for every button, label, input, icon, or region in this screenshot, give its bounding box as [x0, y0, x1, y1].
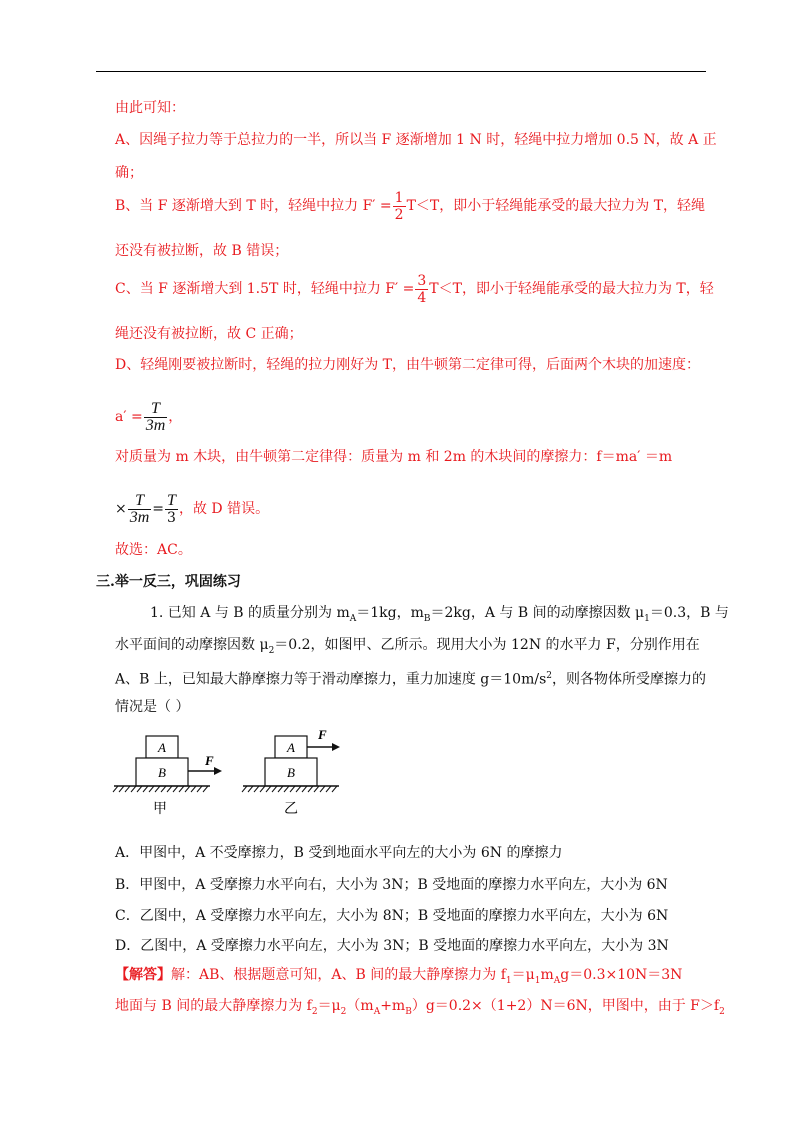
- solution-b-post: T＜T，即小于轻绳能承受的最大拉力为 T，轻绳: [406, 198, 706, 214]
- answer-line2: 地面与 B 间的最大静摩擦力为 $f_2=\mu_2(m_A+m_B)g=0.2\times(1+2)N=6N$，甲图中，由于 $F>f_2$: [115, 998, 725, 1017]
- a-prime-comma: ，: [168, 409, 183, 425]
- solution-c-post: T＜T，即小于轻绳能承受的最大拉力为 T，轻: [429, 281, 714, 297]
- times-sign: ×: [115, 501, 127, 517]
- answer-tag: 【解答】: [115, 967, 171, 983]
- section-heading: 三.举一反三，巩固练习: [96, 574, 241, 590]
- friction-formula: [115, 489, 269, 529]
- option-a: A．甲图中，A 不受摩擦力，B 受到地面水平向左的大小为 6N 的摩擦力: [115, 845, 563, 861]
- fraction-numerator: T: [128, 493, 152, 510]
- solution-c-line1: [115, 272, 714, 306]
- solution-intro: 由此可知：: [115, 100, 185, 116]
- question-line3: A、B 上，已知最大静摩擦力等于滑动摩擦力，重力加速度 $g=10m/s^2$，则各物体所受摩擦力的: [115, 671, 706, 688]
- diagram-yi: [242, 728, 340, 817]
- option-d: D．乙图中，A 受摩擦力水平向左，大小为 3N；B 受地面的摩擦力水平向左，大小为 3N: [115, 938, 669, 954]
- solution-b-line2: 还没有被拉断，故 B 错误；: [115, 243, 289, 259]
- friction-conclusion: ，故 D 错误。: [178, 501, 270, 517]
- solution-answer: 故选：AC。: [115, 542, 192, 558]
- question-line1: 1. 已知 A 与 B 的质量分别为 $m_A=1kg$，$m_B=2kg$，A 与 B 间的动摩擦因数 $\mu_1=0.3$，B 与: [150, 605, 729, 624]
- fraction-numerator: T: [165, 493, 178, 510]
- arrowhead-jia: [214, 767, 222, 775]
- solution-c-pre: C、当 F 逐渐增大到 1.5T 时，轻绳中拉力 F′ =: [115, 281, 415, 297]
- fraction-one-half: [393, 190, 406, 223]
- fraction-t-over-3m: [144, 401, 168, 434]
- ground-hatch-jia: [113, 786, 208, 792]
- option-b: B．甲图中，A 受摩擦力水平向右，大小为 3N；B 受地面的摩擦力水平向左，大小为 6N: [115, 877, 668, 893]
- fraction-denominator: 3m: [145, 416, 166, 434]
- fraction-t-over-3m-2: [128, 493, 152, 526]
- arrowhead-yi: [332, 743, 340, 751]
- solution-c-line2: 绳还没有被拉断，故 C 正确；: [115, 326, 303, 342]
- solution-b-pre: B、当 F 逐渐增大到 T 时，轻绳中拉力 F′ =: [115, 198, 392, 214]
- fraction-denominator: 4: [417, 289, 427, 306]
- solution-d-line1: D、轻绳刚要被拉断时，轻绳的拉力刚好为 T，由牛顿第二定律可得，后面两个木块的加速度：: [115, 357, 701, 373]
- fraction-numerator: 3: [417, 272, 427, 289]
- solution-mass-line: 对质量为 m 木块，由牛顿第二定律得：质量为 m 和 2m 的木块间的摩擦力：f＝ma′ ＝m: [115, 449, 673, 465]
- solution-a-line1: A、因绳子拉力等于总拉力的一半，所以当 F 逐渐增加 1 N 时，轻绳中拉力增加 0.5 N，故 A 正: [115, 132, 717, 148]
- acceleration-formula: [115, 397, 182, 437]
- label-b-jia: B: [158, 765, 166, 780]
- question-line2: 水平面间的动摩擦因数 $\mu_2=0.2$，如图甲、乙所示。现用大小为 12N 的水平力 F，分别作用在: [115, 637, 700, 656]
- label-a-yi: A: [287, 740, 295, 755]
- solution-b-line1: [115, 189, 705, 223]
- block-diagram: [110, 728, 350, 840]
- question-line4: 情况是（ ）: [115, 699, 190, 715]
- label-f-yi: F: [318, 728, 327, 742]
- option-c: C．乙图中，A 受摩擦力水平向左，大小为 8N；B 受地面的摩擦力水平向左，大小为 6N: [115, 908, 669, 924]
- header-rule: [96, 71, 706, 72]
- fraction-three-quarters: [415, 273, 428, 306]
- fraction-denominator: 2: [394, 206, 404, 223]
- a-prime-label: a′ =: [115, 409, 143, 425]
- ground-hatch-yi: [242, 786, 337, 792]
- label-a-jia: A: [158, 740, 166, 755]
- label-f-jia: F: [205, 753, 214, 768]
- answer-line1: 【解答】解：AB、根据题意可知，A、B 间的最大静摩擦力为 $f_1=\mu_1m_Ag=0.3\times 10N=3N$: [115, 967, 683, 986]
- diagram-jia: [113, 736, 222, 817]
- label-b-yi: B: [287, 765, 295, 780]
- fraction-denominator: 3: [167, 509, 176, 526]
- equals-sign: =: [152, 501, 165, 517]
- fraction-t-over-3: [165, 493, 178, 526]
- fraction-numerator: T: [144, 401, 168, 418]
- caption-yi: 乙: [284, 801, 298, 817]
- fraction-numerator: 1: [394, 189, 404, 206]
- fraction-denominator: 3m: [129, 508, 150, 526]
- caption-jia: 甲: [153, 801, 167, 817]
- solution-a-line2: 确；: [115, 165, 143, 181]
